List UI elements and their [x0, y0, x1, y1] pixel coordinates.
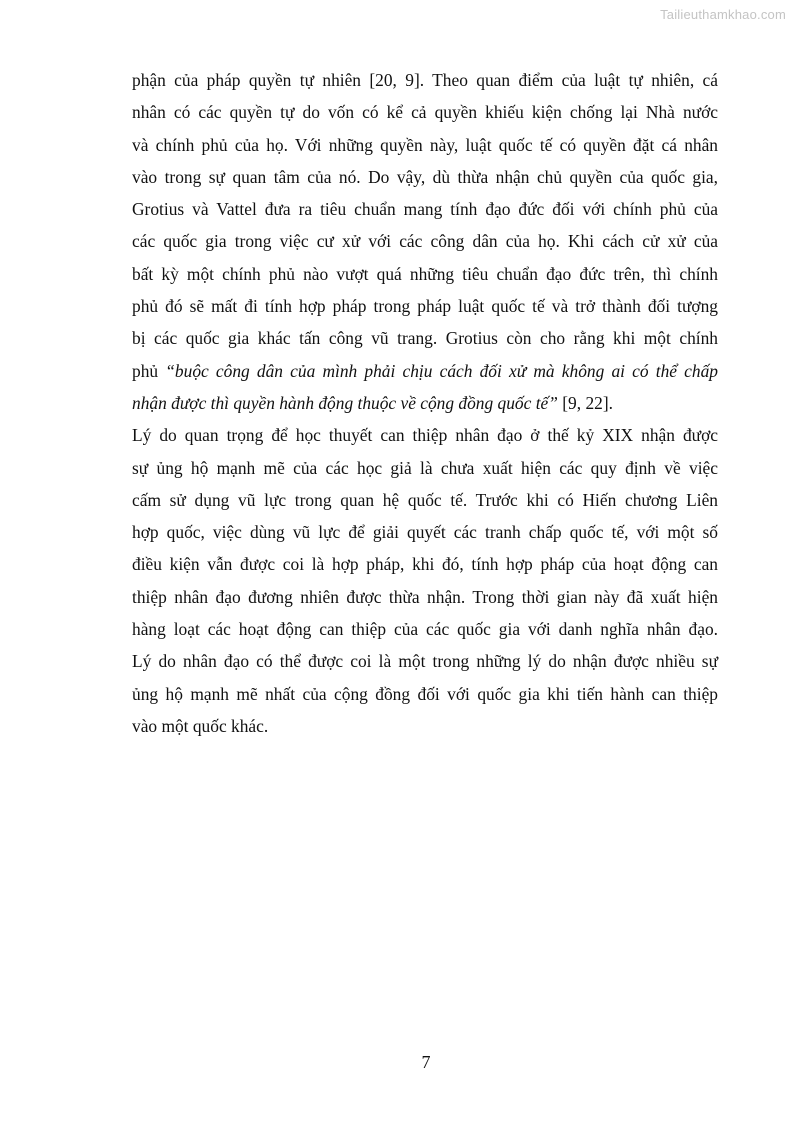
- text-line: hàng loạt các hoạt động can thiệp của các quốc gia với danh nghĩa nhân đạo.: [132, 619, 718, 640]
- watermark-text: Tailieuthamkhao.com: [660, 7, 786, 22]
- text-line: thiệp nhân đạo đương nhiên được thừa nhận. Trong thời gian này đã xuất hiện: [132, 586, 718, 607]
- text-line: bị các quốc gia khác tấn công vũ trang. Grotius còn cho rằng khi một chính: [132, 328, 718, 349]
- citation: [9, 22].: [557, 392, 613, 413]
- page-number: 7: [421, 1052, 431, 1072]
- quote-text: “buộc công dân của mình phải chịu cách đối xử mà không ai có thể chấp: [165, 360, 718, 381]
- text-line: bất kỳ một chính phủ nào vượt quá những tiêu chuẩn đạo đức trên, thì chính: [132, 263, 718, 284]
- text-line: vào trong sự quan tâm của nó. Do vậy, dù thừa nhận chủ quyền của quốc gia,: [132, 166, 718, 187]
- document-body: [132, 64, 718, 742]
- text-line: cấm sử dụng vũ lực trong quan hệ quốc tế. Trước khi có Hiến chương Liên: [132, 489, 718, 510]
- text-line: ủng hộ mạnh mẽ nhất của cộng đồng đối với quốc gia khi tiến hành can thiệp: [132, 683, 718, 704]
- text-line: [132, 355, 718, 387]
- text-line-prefix: phủ: [132, 360, 166, 381]
- text-line: vào một quốc khác.: [132, 715, 269, 736]
- text-line: nhân có các quyền tự do vốn có kể cả quyền khiếu kiện chống lại Nhà nước: [132, 102, 718, 123]
- paragraph-2: [132, 419, 718, 742]
- text-line: phủ đó sẽ mất đi tính hợp pháp trong pháp luật quốc tế và trở thành đối tượng: [132, 296, 718, 317]
- text-line: [132, 387, 718, 419]
- text-line: các quốc gia trong việc cư xử với các công dân của họ. Khi cách cử xử của: [132, 231, 718, 252]
- paragraph-1: [132, 64, 718, 419]
- text-line: Lý do quan trọng để học thuyết can thiệp nhân đạo ở thế kỷ XIX nhận được: [132, 425, 718, 446]
- text-line: sự ủng hộ mạnh mẽ của các học giả là chưa xuất hiện các quy định về việc: [132, 457, 718, 478]
- text-line: điều kiện vẫn được coi là hợp pháp, khi đó, tính hợp pháp của hoạt động can: [132, 554, 718, 575]
- text-line: phận của pháp quyền tự nhiên [20, 9]. Theo quan điểm của luật tự nhiên, cá: [132, 70, 718, 90]
- quote-text: nhận được thì quyền hành động thuộc về cộng đồng quốc tế”: [132, 392, 558, 413]
- text-line: và chính phủ của họ. Với những quyền này, luật quốc tế có quyền đặt cá nhân: [132, 134, 718, 155]
- text-line: hợp quốc, việc dùng vũ lực để giải quyết các tranh chấp quốc tế, với một số: [132, 522, 718, 543]
- text-line: Grotius và Vattel đưa ra tiêu chuẩn mang tính đạo đức đối với chính phủ của: [132, 199, 718, 220]
- text-line: Lý do nhân đạo có thể được coi là một trong những lý do nhận được nhiều sự: [132, 651, 718, 672]
